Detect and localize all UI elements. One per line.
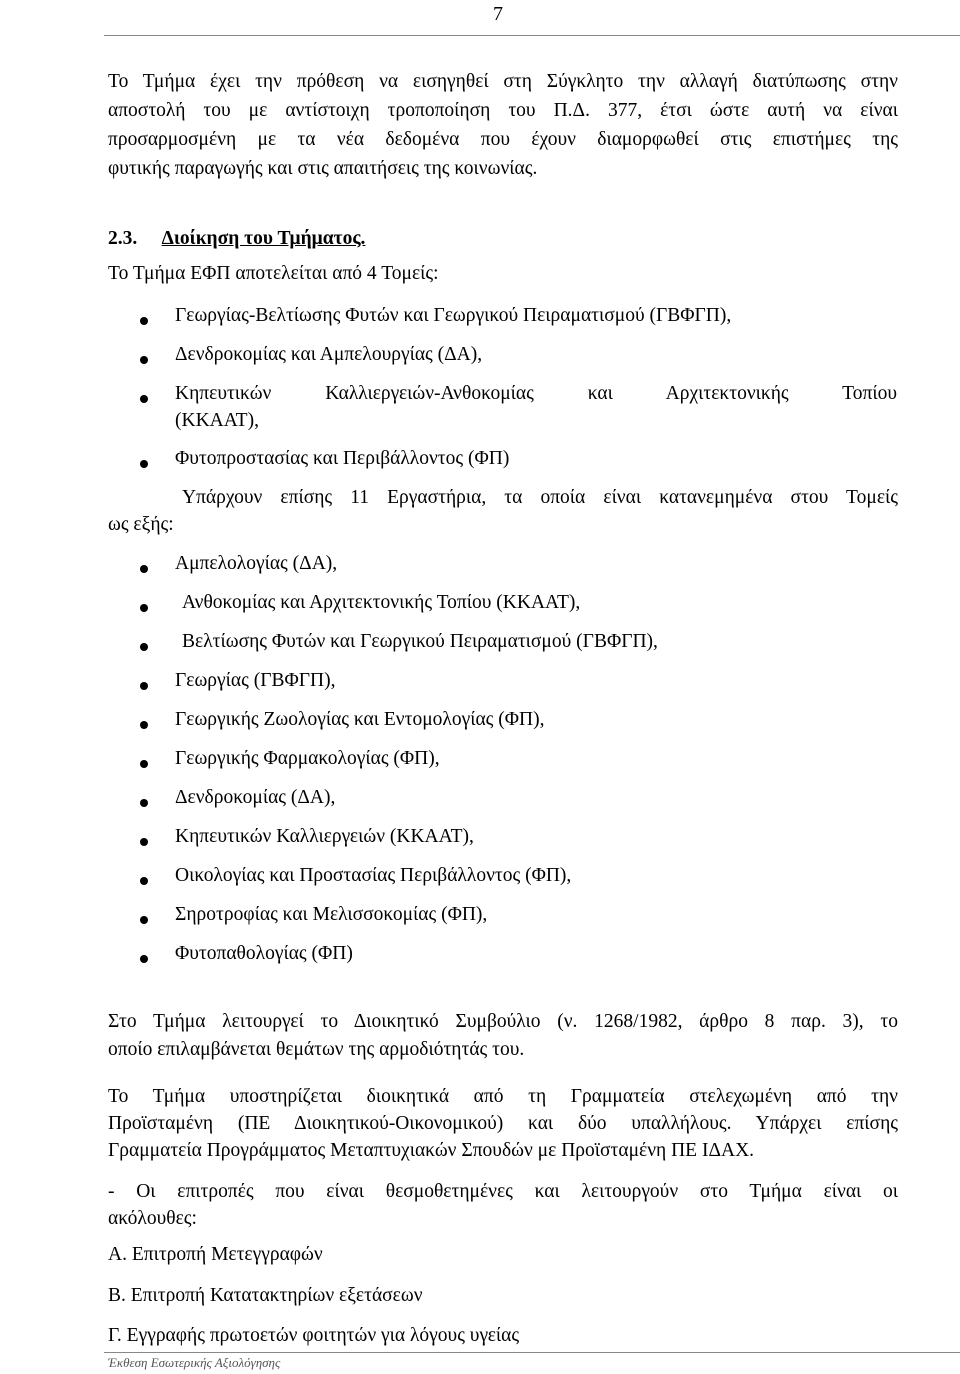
council-line: οποίο επιλαμβάνεται θεμάτων της αρμοδιότητάς του. — [108, 1039, 525, 1060]
bullet-icon — [140, 838, 148, 846]
lab-item: Ανθοκομίας και Αρχιτεκτονικής Τοπίου (ΚΚΑΑΤ), — [182, 592, 581, 613]
lab-item: Οικολογίας και Προστασίας Περιβάλλοντος (ΦΠ), — [175, 865, 572, 886]
sector-item: Φυτοπροστασίας και Περιβάλλοντος (ΦΠ) — [175, 448, 510, 469]
sector-item-continuation: (ΚΚΑΑΤ), — [175, 410, 259, 431]
bullet-icon — [140, 460, 148, 468]
intro-line: Το Τμήμα έχει την πρόθεση να εισηγηθεί στη Σύγκλητο την αλλαγή διατύπωσης στην — [108, 71, 898, 92]
sector-item: Δενδροκομίας και Αμπελουργίας (ΔΑ), — [175, 344, 483, 365]
bullet-icon — [140, 760, 148, 768]
lab-item: Βελτίωσης Φυτών και Γεωργικού Πειραματισμού (ΓΒΦΓΠ), — [182, 631, 658, 652]
section-title: Διοίκηση του Τμήματος. — [161, 228, 366, 249]
bullet-icon — [140, 565, 148, 573]
committee-item: Β. Επιτροπή Κατατακτηρίων εξετάσεων — [108, 1285, 423, 1306]
lab-item: Σηροτροφίας και Μελισσοκομίας (ΦΠ), — [175, 904, 488, 925]
section-heading — [108, 227, 365, 251]
footer-rule — [104, 1352, 960, 1353]
bullet-icon — [140, 721, 148, 729]
labs-intro-line: ως εξής: — [108, 514, 174, 535]
committees-intro-line: - Οι επιτροπές που είναι θεσμοθετημένες και λειτουργούν στο Τμήμα είναι οι — [108, 1181, 898, 1202]
page-number: 7 — [493, 3, 503, 25]
bullet-icon — [140, 317, 148, 325]
bullet-icon — [140, 955, 148, 963]
bullet-icon — [140, 356, 148, 364]
intro-line: προσαρμοσμένη με τα νέα δεδομένα που έχουν διαμορφωθεί στις επιστήμες της — [108, 129, 898, 150]
lab-item: Αμπελολογίας (ΔΑ), — [175, 553, 338, 574]
bullet-icon — [140, 877, 148, 885]
lab-item: Γεωργικής Ζωολογίας και Εντομολογίας (ΦΠ), — [175, 709, 545, 730]
intro-line: φυτικής παραγωγής και στις απαιτήσεις της κοινωνίας. — [108, 158, 538, 179]
bullet-icon — [140, 643, 148, 651]
bullet-icon — [140, 682, 148, 690]
footer-text: Έκθεση Εσωτερικής Αξιολόγησης — [108, 1355, 281, 1370]
committee-item: Α. Επιτροπή Μετεγγραφών — [108, 1244, 323, 1265]
committees-intro-line: ακόλουθες: — [108, 1208, 197, 1229]
bullet-icon — [140, 395, 148, 403]
sector-item: Γεωργίας-Βελτίωσης Φυτών και Γεωργικού Πειραματισμού (ΓΒΦΓΠ), — [175, 305, 732, 326]
lab-item: Γεωργικής Φαρμακολογίας (ΦΠ), — [175, 748, 440, 769]
lab-item: Φυτοπαθολογίας (ΦΠ) — [175, 943, 353, 964]
lab-item: Δενδροκομίας (ΔΑ), — [175, 787, 336, 808]
sector-item: Κηπευτικών Καλλιεργειών-Ανθοκομίας και Αρχιτεκτονικής Τοπίου — [175, 383, 897, 404]
section-number: 2.3. — [108, 228, 138, 249]
bullet-icon — [140, 604, 148, 612]
secretariat-line: Γραμματεία Προγράμματος Μεταπτυχιακών Σπουδών με Προϊσταμένη ΠΕ ΙΔΑΧ. — [108, 1140, 755, 1161]
intro-line: αποστολή του με αντίστοιχη τροποποίηση του Π.Δ. 377, έτσι ώστε αυτή να είναι — [108, 100, 898, 121]
labs-intro-line: Υπάρχουν επίσης 11 Εργαστήρια, τα οποία είναι κατανεμημένα στου Τομείς — [182, 487, 898, 508]
council-line: Στο Τμήμα λειτουργεί το Διοικητικό Συμβούλιο (ν. 1268/1982, άρθρο 8 παρ. 3), το — [108, 1011, 898, 1032]
bullet-icon — [140, 916, 148, 924]
header-rule — [104, 35, 960, 36]
sectors-intro: Το Τμήμα ΕΦΠ αποτελείται από 4 Τομείς: — [108, 263, 439, 284]
secretariat-line: Το Τμήμα υποστηρίζεται διοικητικά από τη Γραμματεία στελεχωμένη από την — [108, 1086, 898, 1107]
bullet-icon — [140, 799, 148, 807]
lab-item: Γεωργίας (ΓΒΦΓΠ), — [175, 670, 336, 691]
lab-item: Κηπευτικών Καλλιεργειών (ΚΚΑΑΤ), — [175, 826, 474, 847]
secretariat-line: Προϊσταμένη (ΠΕ Διοικητικού-Οικονομικού) και δύο υπαλλήλους. Υπάρχει επίσης — [108, 1113, 898, 1134]
committee-item: Γ. Εγγραφής πρωτοετών φοιτητών για λόγους υγείας — [108, 1325, 520, 1346]
